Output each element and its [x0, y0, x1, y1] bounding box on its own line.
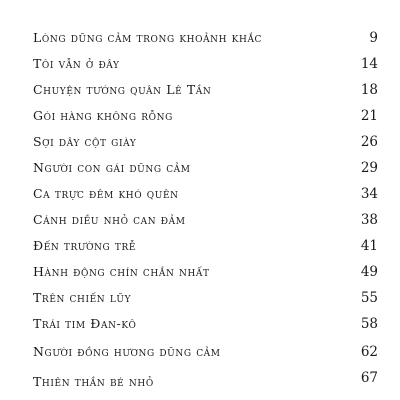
toc-entry-title: Chuyện tướng quân Lê Tần — [33, 82, 212, 97]
toc-entry — [33, 159, 388, 181]
toc-entry-title: Trên chiến lũy — [33, 290, 132, 305]
toc-entry-page: 34 — [360, 186, 378, 202]
toc-entry-title: Thiên thần bé nhỏ — [33, 374, 154, 389]
toc-entry-title: Cánh diều nhỏ can đảm — [33, 212, 186, 227]
toc-entry-page: 29 — [360, 160, 378, 176]
toc-entry-title: Ca trực đêm khó quên — [33, 186, 179, 201]
toc-entry — [33, 343, 388, 365]
toc-entry — [33, 237, 388, 259]
toc-entry-page: 67 — [360, 370, 378, 386]
toc-entry — [33, 107, 388, 129]
toc-entry-page: 49 — [360, 264, 378, 280]
toc-entry-page: 18 — [360, 82, 378, 98]
toc-entry-title: Hành động chín chắn nhất — [33, 264, 210, 279]
toc-entry-page: 62 — [360, 344, 378, 360]
toc-entry-title: Người đồng hương dũng cảm — [33, 344, 221, 359]
toc-entry-page: 55 — [360, 290, 378, 306]
toc-entry — [33, 289, 388, 311]
toc-entry-title: Gói hàng không rỗng — [33, 108, 173, 123]
toc-entry-title: Đến trường trễ — [33, 238, 137, 253]
toc-entry-title: Người con gái dũng cảm — [33, 160, 191, 175]
toc-entry — [33, 185, 388, 207]
toc-entry — [33, 372, 388, 394]
toc-entry-page: 41 — [360, 238, 378, 254]
toc-entry-page: 38 — [360, 212, 378, 228]
toc-entry-title: Tôi vẫn ở đây — [33, 56, 120, 71]
toc-entry — [33, 315, 388, 337]
toc-entry — [33, 263, 388, 285]
toc-entry — [33, 55, 388, 77]
toc-entry-page: 58 — [360, 316, 378, 332]
toc-entry-page: 9 — [369, 30, 378, 46]
toc-entry — [33, 133, 388, 155]
toc-entry-title: Trái tim Đan-kô — [33, 316, 137, 331]
toc-entry-page: 21 — [360, 108, 378, 124]
toc-entry — [33, 211, 388, 233]
toc-entry-page: 26 — [360, 134, 378, 150]
toc-entry — [33, 29, 388, 51]
toc-entry-title: Lòng dũng cảm trong khoảnh khắc — [33, 30, 263, 45]
toc-entry — [33, 81, 388, 103]
toc-entry-title: Sợi dây cột giày — [33, 134, 137, 149]
toc-entry-page: 14 — [360, 56, 378, 72]
